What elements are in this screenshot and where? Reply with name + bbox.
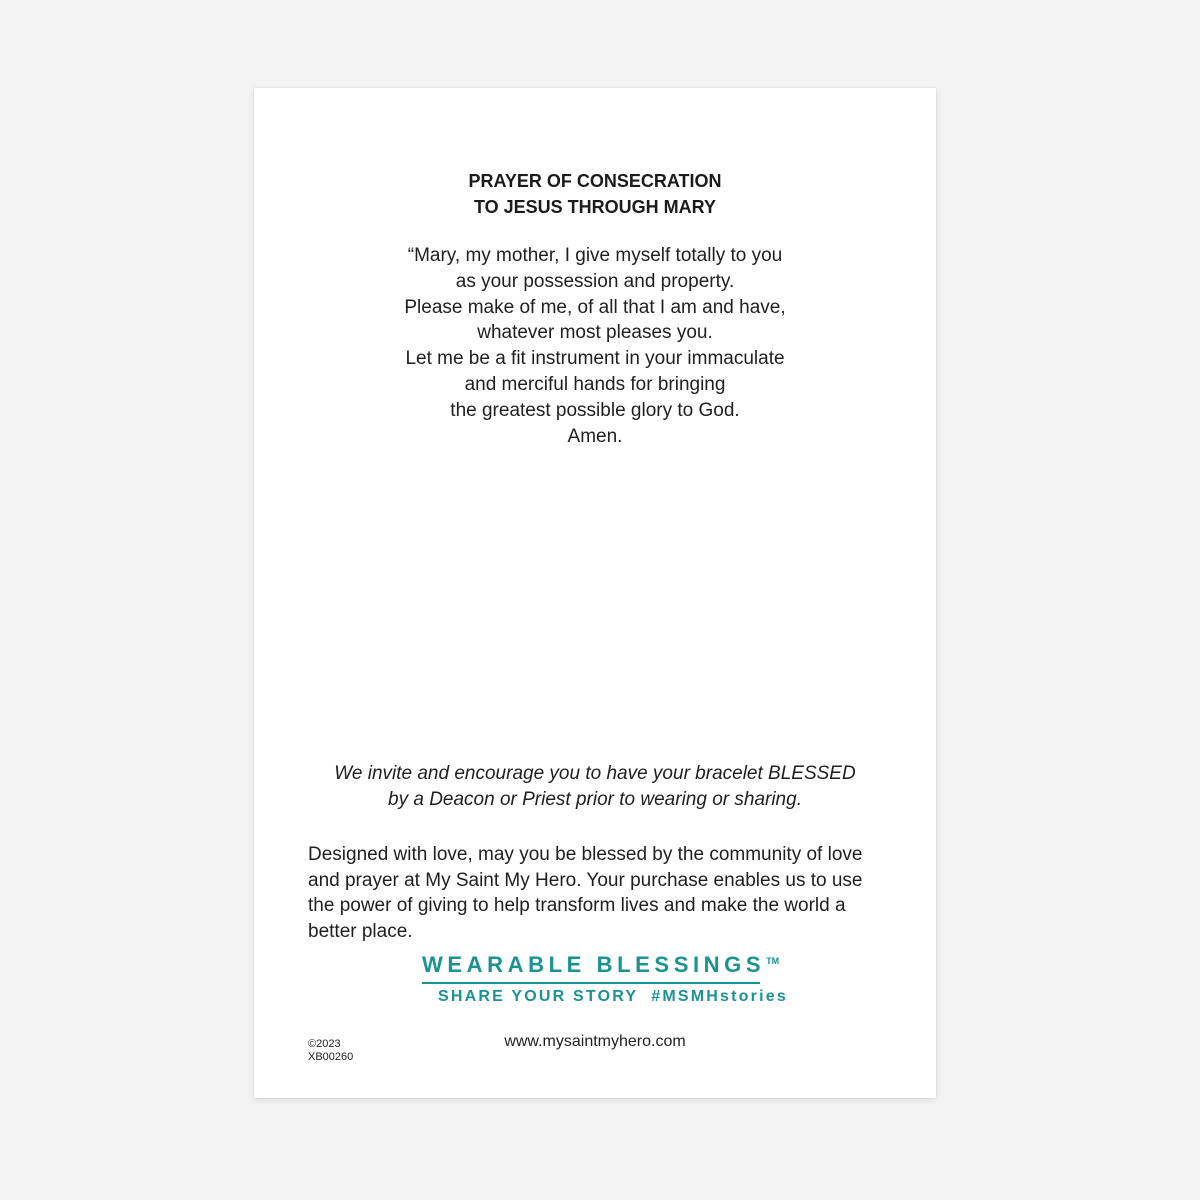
brand-divider: [422, 982, 760, 984]
brand-name: WEARABLE BLESSINGS: [422, 952, 766, 977]
paragraph-line: and prayer at My Saint My Hero. Your purchase enables us to use: [308, 869, 863, 891]
designed-with-love-paragraph: [308, 842, 898, 944]
invitation-line: We invite and encourage you to have your bracelet BLESSED: [334, 763, 856, 784]
prayer-card: [254, 88, 936, 1098]
prayer-line: Amen.: [567, 425, 623, 447]
share-your-story-tagline: SHARE YOUR STORY #MSMHstories: [438, 988, 788, 1005]
prayer-text: [254, 243, 936, 449]
prayer-title-line1: PRAYER OF CONSECRATION: [468, 171, 722, 191]
prayer-line: and merciful hands for bringing: [464, 373, 726, 395]
prayer-line: Please make of me, of all that I am and have,: [404, 296, 786, 318]
prayer-line: as your possession and property.: [455, 270, 735, 292]
invitation-line: by a Deacon or Priest prior to wearing or sharing.: [388, 789, 802, 810]
paragraph-line: the power of giving to help transform lives and make the world a: [308, 895, 846, 917]
trademark-mark: TM: [766, 955, 780, 966]
prayer-line: whatever most pleases you.: [477, 322, 713, 344]
paragraph-line: better place.: [308, 920, 413, 942]
wearable-blessings-logo: [422, 952, 779, 978]
prayer-line: “Mary, my mother, I give myself totally to you: [407, 245, 783, 266]
prayer-line: the greatest possible glory to God.: [450, 399, 740, 421]
website-url: www.mysaintmyhero.com: [504, 1033, 686, 1050]
blessing-invitation: [254, 761, 936, 813]
paragraph-line: Designed with love, may you be blessed by the community of love: [308, 844, 863, 865]
prayer-title-line2: TO JESUS THROUGH MARY: [473, 197, 717, 217]
prayer-line: Let me be a fit instrument in your immaculate: [405, 348, 785, 370]
product-sku: XB00260: [308, 1051, 354, 1063]
copyright-year: ©2023: [308, 1038, 341, 1050]
